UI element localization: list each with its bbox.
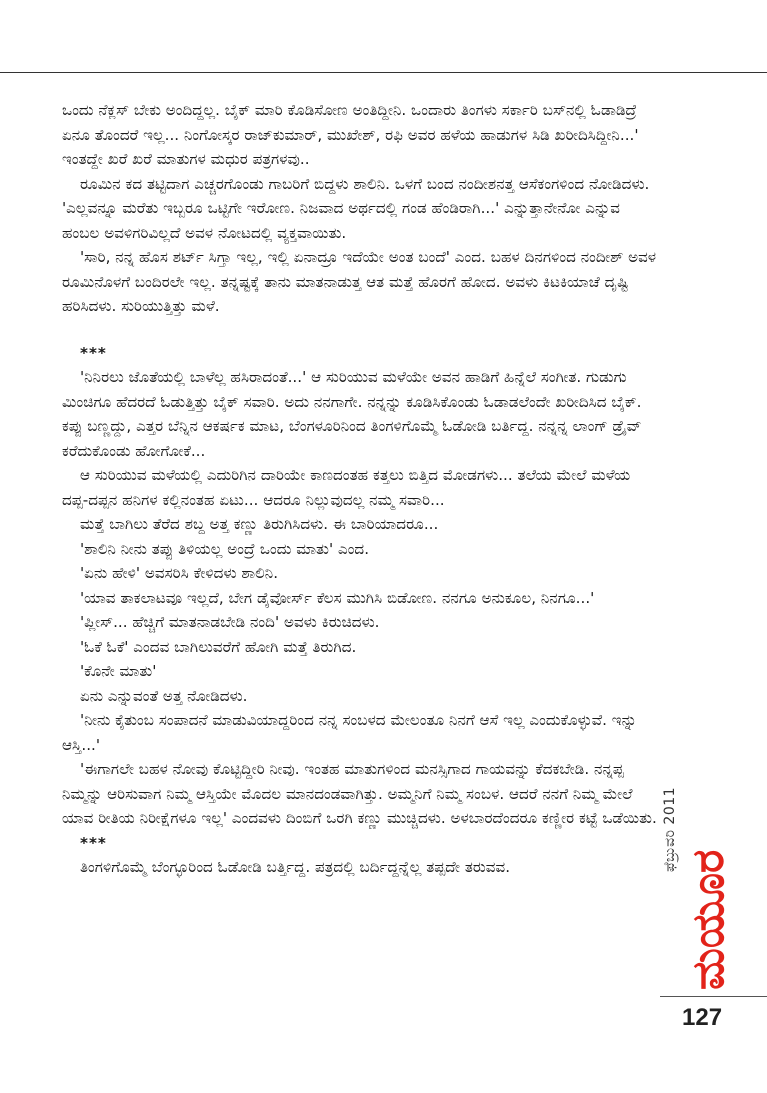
paragraph: 'ಯಾವ ತಾಕಲಾಟವೂ ಇಲ್ಲದೆ, ಬೇಗ ಡೈವೋರ್ಸ್ ಕೆಲಸ ಮುಗಿಸಿ ಬಿಡೋಣ. ನನಗೂ ಅನುಕೂಲ, ನಿನಗೂ...' — [80, 588, 595, 607]
paragraph: ತಿಂಗಳಿಗೊಮ್ಮೆ ಬೆಂಗ್ಳೂರಿಂದ ಓಡೋಡಿ ಬರ್ತ್ತಿದ್ದ. ಪತ್ರದಲ್ಲಿ ಬರ್ದಿದ್ದನ್ನೆಲ್ಲ ತಪ್ಪದೇ ತರುವವ. — [80, 858, 511, 876]
paragraph: 'ಏನು ಹೇಳಿ' ಅವಸರಿಸಿ ಕೇಳಿದಳು ಶಾಲಿನಿ. — [80, 564, 279, 582]
page-number: 127 — [682, 1004, 723, 1031]
magazine-logo: ಮಯೂರ — [683, 849, 734, 990]
article-body — [62, 98, 660, 880]
paragraph: 'ಓಕೆ ಓಕೆ' ಎಂದವ ಬಾಗಿಲುವರೆಗೆ ಹೋಗಿ ಮತ್ತೆ ತಿರುಗಿದ. — [80, 637, 357, 656]
paragraph: ಮತ್ತೆ ಬಾಗಿಲು ತೆರೆದ ಶಬ್ದ ಅತ್ತ ಕಣ್ಣು ತಿರುಗಿಸಿದಳು. ಈ ಬಾರಿಯಾದರೂ... — [80, 515, 439, 533]
footer-rule — [660, 996, 767, 997]
paragraph: ರೂಮಿನ ಕದ ತಟ್ಟಿದಾಗ ಎಚ್ಚರಗೊಂಡು ಗಾಬರಿಗೆ ಬಿದ್ದಳು ಶಾಲಿನಿ. ಒಳಗೆ ಬಂದ ನಂದೀಶನತ್ತ ಆಸೆಕಂಗಳಿಂದ ನೋಡಿದಳು. 'ಎಲ್ಲವನ್ನೂ ಮರೆತು ಇಬ್ಬರೂ ಒಟ್ಟಿಗೇ ಇರೋಣ. ನಿಜವಾದ ಅರ್ಥದಲ್ಲಿ ಗಂಡ ಹೆಂಡಿರಾಗಿ...' ಎನ್ನುತ್ತಾನೇನೋ ಎನ್ನುವ ಹಂಬಲ ಅವಳಿಗರಿವಿಲ್ಲದೆ ಅವಳ ನೋಟದಲ್ಲಿ ವ್ಯಕ್ತವಾಯಿತು. — [62, 174, 650, 242]
issue-date: ಫೆಬ್ರುವರಿ 2011 — [662, 786, 678, 872]
paragraph: ಒಂದು ನೆಕ್ಲಸ್ ಬೇಕು ಅಂದಿದ್ದಲ್ಲ. ಬೈಕ್ ಮಾರಿ ಕೊಡಿಸೋಣ ಅಂತಿದ್ದೀನಿ. ಒಂದಾರು ತಿಂಗಳು ಸರ್ಕಾರಿ ಬಸ್‌ನಲ್ಲಿ ಓಡಾಡಿದ್ರೆ ಏನೂ ತೊಂದರೆ ಇಲ್ಲ... ನಿಂಗೋಸ್ಕರ ರಾಜ್‌ಕುಮಾರ್, ಮುಖೇಶ್, ರಫಿ ಅವರ ಹಳೆಯ ಹಾಡುಗಳ ಸಿಡಿ ಖರೀದಿಸಿದ್ದೀನಿ...' ಇಂತದ್ದೇ ಖರೆ ಖರೆ ಮಾತುಗಳ ಮಧುರ ಪತ್ರಗಳವು.. — [62, 101, 639, 168]
paragraph: 'ನಿನಿರಲು ಜೊತೆಯಲ್ಲಿ ಬಾಳೆಲ್ಲ ಹಸಿರಾದಂತೆ...' ಆ ಸುರಿಯುವ ಮಳೆಯೇ ಅವನ ಹಾಡಿಗೆ ಹಿನ್ನೆಲೆ ಸಂಗೀತ. ಗುಡುಗು ಮಿಂಚಿಗೂ ಹೆದರದೆ ಓಡುತ್ತಿತ್ತು ಬೈಕ್ ಸವಾರಿ. ಅದು ನನಗಾಗೇ. ನನ್ನನ್ನು ಕೂಡಿಸಿಕೊಂಡು ಓಡಾಡಲೆಂದೇ ಖರೀದಿಸಿದ ಬೈಕ್. ಕಪ್ಪು ಬಣ್ಣದ್ದು, ಎತ್ತರ ಬೆನ್ನಿನ ಆಕರ್ಷಕ ಮಾಟ, ಬೆಂಗಳೂರಿನಿಂದ ತಿಂಗಳಿಗೊಮ್ಮೆ ಓಡೋಡಿ ಬರ್ತಿದ್ದ. ನನ್ನನ್ನ ಲಾಂಗ್ ಡ್ರೈವ್ ಕರೆದುಕೊಂಡು ಹೋಗೋಕೆ... — [62, 368, 642, 460]
paragraph: 'ನೀನು ಕೈತುಂಬ ಸಂಪಾದನೆ ಮಾಡುವಿಯಾದ್ದರಿಂದ ನನ್ನ ಸಂಬಳದ ಮೇಲಂತೂ ನಿನಗೆ ಆಸೆ ಇಲ್ಲ ಎಂದುಕೊಳ್ಳುವೆ. ಇನ್ನು ಆಸ್ತಿ...' — [62, 711, 637, 754]
paragraph: 'ಶಾಲಿನಿ ನೀನು ತಪ್ಪು ತಿಳಿಯಲ್ಲ ಅಂದ್ರೆ ಒಂದು ಮಾತು' ಎಂದ. — [80, 539, 370, 558]
paragraph: ಏನು ಎನ್ನುವಂತೆ ಅತ್ತ ನೋಡಿದಳು. — [80, 686, 248, 705]
paragraph: ಆ ಸುರಿಯುವ ಮಳೆಯಲ್ಲಿ ಎದುರಿಗಿನ ದಾರಿಯೇ ಕಾಣದಂತಹ ಕತ್ತಲು ಬಿತ್ತಿದ ಮೋಡಗಳು... ತಲೆಯ ಮೇಲೆ ಮಳೆಯ ದಪ್ಪ-ದಪ್ಪನ ಹನಿಗಳ ಕಲ್ಲಿನಂತಹ ಏಟು... ಆದರೂ ನಿಲ್ಲುವುದಲ್ಲ ನಮ್ಮ ಸವಾರಿ... — [62, 466, 631, 509]
paragraph: 'ಕೊನೇ ಮಾತು' — [80, 662, 157, 680]
paragraph: 'ಸಾರಿ, ನನ್ನ ಹೊಸ ಶರ್ಟ್ ಸಿಗ್ತಾ ಇಲ್ಲ, ಇಲ್ಲಿ ಏನಾದ್ರೂ ಇದೆಯೇ ಅಂತ ಬಂದೆ' ಎಂದ. ಬಹಳ ದಿನಗಳಿಂದ ನಂದೀಶ್ ಅವಳ ರೂಮಿನೊಳಗೆ ಬಂದಿರಲೇ ಇಲ್ಲ. ತನ್ನಷ್ಟಕ್ಕೆ ತಾನು ಮಾತನಾಡುತ್ತ ಆತ ಮತ್ತೆ ಹೊರಗೆ ಹೋದ. ಅವಳು ಕಿಟಕಿಯಾಚೆ ದೃಷ್ಟಿ ಹರಿಸಿದಳು. ಸುರಿಯುತ್ತಿತ್ತು ಮಳೆ. — [62, 248, 657, 315]
paragraph: 'ಈಗಾಗಲೇ ಬಹಳ ನೋವು ಕೊಟ್ಟಿದ್ದೀರಿ ನೀವು. ಇಂತಹ ಮಾತುಗಳಿಂದ ಮನಸ್ಸಿಗಾದ ಗಾಯವನ್ನು ಕೆದಕಬೇಡಿ. ನನ್ನಪ್ಪ ನಿಮ್ಮನ್ನು ಆರಿಸುವಾಗ ನಿಮ್ಮ ಆಸ್ತಿಯೇ ಮೊದಲ ಮಾನದಂಡವಾಗಿತ್ತು. ಅಮ್ಮನಿಗೆ ನಿಮ್ಮ ಸಂಬಳ. ಆದರೆ ನನಗೆ ನಿಮ್ಮ ಮೇಲೆ ಯಾವ ರೀತಿಯ ನಿರೀಕ್ಷೆಗಳೂ ಇಲ್ಲ' ಎಂದವಳು ದಿಂಬಿಗೆ ಒರಗಿ ಕಣ್ಣು ಮುಚ್ಚಿದಳು. ಅಳಬಾರದೆಂದರೂ ಕಣ್ಣೀರ ಕಟ್ಟೆ ಒಡೆಯಿತು. — [62, 760, 657, 827]
header-rule — [0, 72, 767, 73]
section-break: *** — [80, 833, 107, 852]
section-break: *** — [80, 343, 107, 362]
paragraph: 'ಪ್ಲೀಸ್... ಹೆಚ್ಚಿಗೆ ಮಾತನಾಡಬೇಡಿ ನಂದಿ' ಅವಳು ಕಿರುಚಿದಳು. — [80, 613, 380, 631]
